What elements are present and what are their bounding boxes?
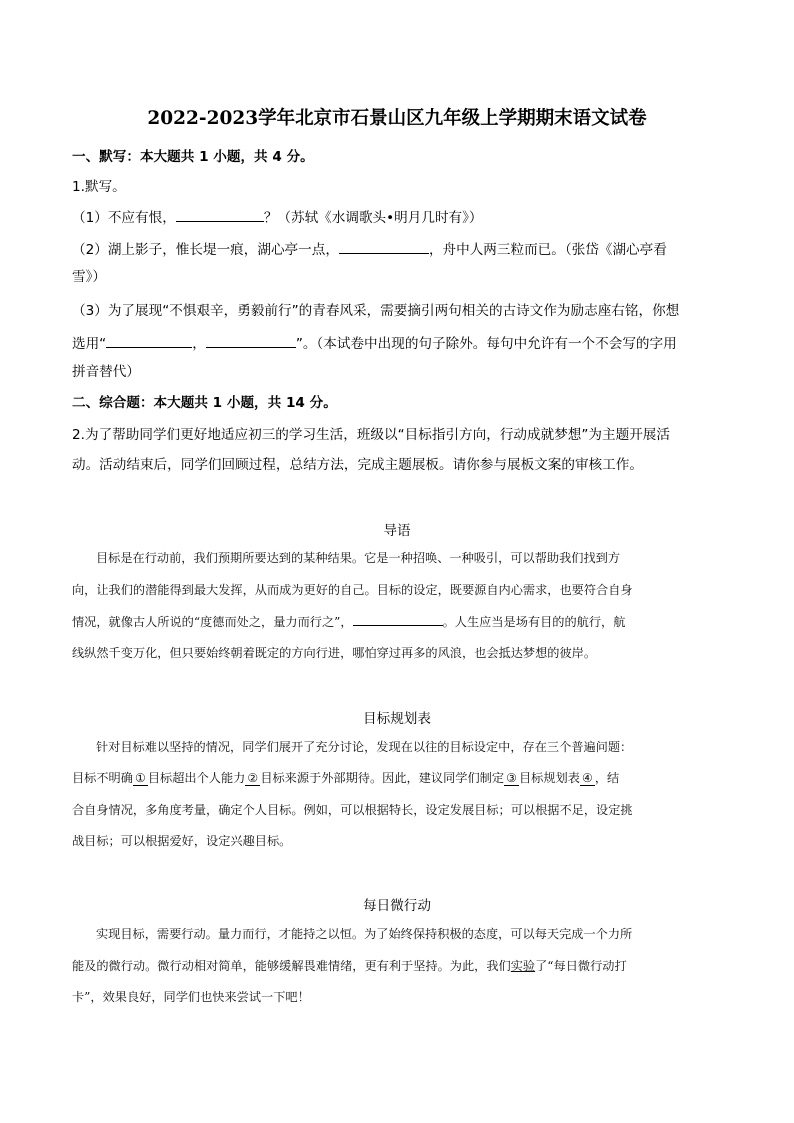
answer-blank-4[interactable]: [206, 333, 296, 348]
plan-line3: 合自身情况，多角度考量，确定个人目标。例如，可以根据特长，设定发展目标；可以根据不足，设定挑: [72, 803, 633, 817]
plan-heading: 目标规划表: [363, 711, 431, 727]
section1-heading: 一、默写：本大题共 1 小题，共 4 分。: [72, 149, 314, 165]
question2-line1: 2.为了帮助同学们更好地适应初三的学习生活，班级以“目标指引方向，行动成就梦想”为主题开展活: [72, 427, 670, 443]
intro-line3-a: 情况，就像古人所说的“度德而处之，量力而行之”，: [72, 615, 353, 629]
daily-heading: 每日微行动: [363, 898, 431, 914]
item3-text-d: ”。（本试卷中出现的句子除外。每句中允许有一个不会写的字用: [295, 336, 677, 352]
daily-line2-c: 了“每日微行动打: [535, 959, 627, 973]
item3-text-c: ，: [192, 336, 206, 352]
answer-blank-2[interactable]: [339, 239, 429, 254]
item1-text-a: （1）不应有恨，: [72, 210, 176, 226]
daily-underlined-word: 实验: [510, 959, 536, 973]
plan-line2-e: ，结: [594, 771, 620, 785]
plan-line1: 针对目标难以坚持的情况，同学们展开了充分讨论，发现在以往的目标设定中，存在三个普遍问题：: [96, 740, 633, 754]
answer-blank-1[interactable]: [176, 207, 264, 222]
intro-line3-b: 。人生应当是场有目的的航行，航: [442, 615, 626, 629]
daily-line2-a: 能及的微行动。微行动相对简单，能够缓解畏难情绪，更有利于坚持。为此，我们: [72, 959, 511, 973]
question1-item3-cont: [72, 333, 732, 354]
item3-text-b: 选用“: [72, 336, 107, 352]
answer-blank-3[interactable]: [106, 333, 192, 348]
intro-line2: 向，让我们的潜能得到最大发挥，从而成为更好的自己。目标的设定，既要源自内心需求，也要符合自身: [72, 583, 633, 597]
question1-item3: （3）为了展现“不惧艰辛，勇毅前行”的青春风采，需要摘引两句相关的古诗文作为励志座右铭，你想: [72, 303, 680, 319]
intro-line1: 目标是在行动前，我们预期所要达到的某种结果。它是一种招唤、一种吸引，可以帮助我们找到方: [96, 551, 621, 565]
question1-item3-end: 拼音替代）: [72, 364, 140, 380]
daily-line1: 实现目标，需要行动。量力而行，才能持之以恒。为了始终保持积极的态度，可以每天完成一个力所: [96, 927, 633, 941]
marker-2: ②: [247, 771, 259, 785]
plan-line2-a: 目标不明确: [72, 771, 133, 785]
question1-item1: [72, 207, 732, 228]
plan-line4: 战目标；可以根据爱好，设定兴趣目标。: [72, 834, 292, 848]
intro-line3: [72, 611, 722, 632]
marker-4: ④: [581, 771, 593, 785]
plan-line2-c: 目标来源于外部期待。因此，建议同学们制定: [260, 771, 505, 785]
question2-line2: 动。活动结束后，同学们回顾过程，总结方法，完成主题展板。请你参与展板文案的审核工作。: [72, 457, 643, 473]
marker-1: ①: [134, 771, 146, 785]
intro-line4: 线纵然千变万化，但只要始终朝着既定的方向行进，哪怕穿过再多的风浪，也会抵达梦想的彼岸。: [72, 646, 597, 660]
item2-text-b: ，舟中人两三粒而已。（张岱《湖心亭看: [428, 242, 667, 258]
question1-label: 1.默写。: [72, 179, 126, 195]
marker-3: ③: [506, 771, 517, 785]
item1-text-b: ？（苏轼《水调歌头•明月几时有》）: [263, 210, 483, 226]
item2-text-a: （2）湖上影子，惟长堤一痕，湖心亭一点，: [72, 242, 339, 258]
daily-line3: 卡”，效果良好，同学们也快来尝试一下吧！: [72, 990, 310, 1004]
intro-heading: 导语: [383, 523, 411, 539]
plan-line2-b: 目标超出个人能力: [147, 771, 246, 785]
answer-blank-5[interactable]: [353, 611, 443, 626]
daily-line2: [72, 956, 722, 976]
question1-item2-cont: 雪》）: [72, 269, 106, 285]
plan-line2-d: 目标规划表: [519, 771, 580, 785]
question1-item2: [72, 239, 732, 260]
page-title: 2022-2023学年北京市石景山区九年级上学期期末语文试卷: [147, 108, 647, 129]
section2-heading: 二、综合题：本大题共 1 小题，共 14 分。: [72, 395, 337, 411]
plan-line2: [72, 768, 722, 788]
